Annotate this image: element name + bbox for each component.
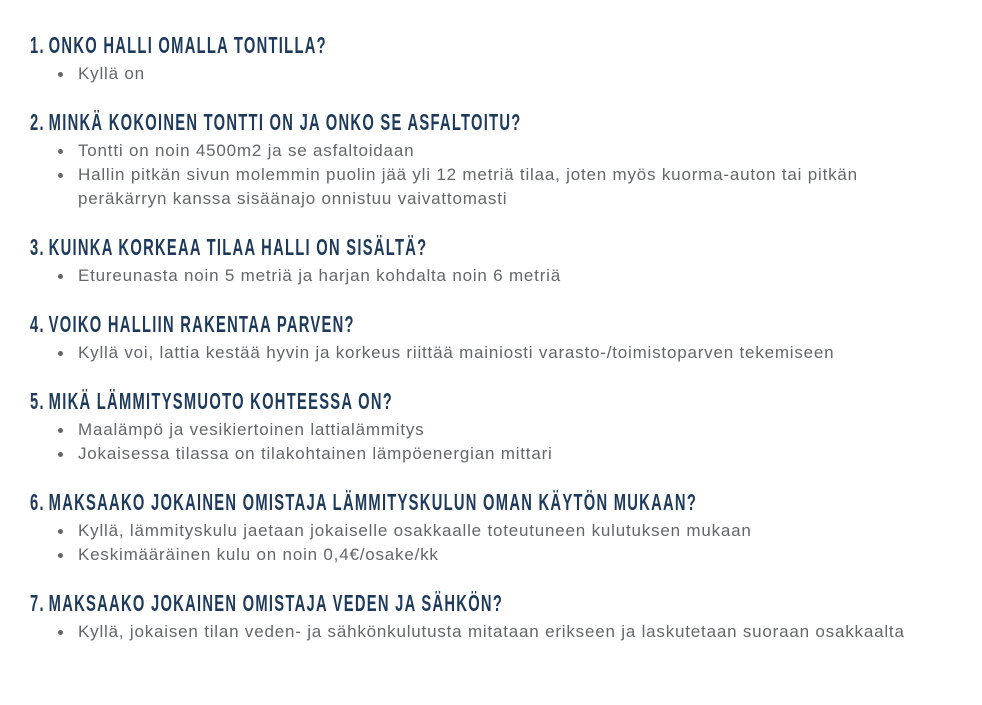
answer-item (30, 62, 946, 86)
answer-item (30, 264, 946, 288)
question-number: 1. (30, 32, 45, 58)
answer-text: Jokaisessa tilassa on tilakohtainen lämpöenergian mittari (78, 444, 553, 463)
faq-question (30, 592, 616, 614)
answer-item (30, 442, 946, 466)
faq-item-6 (30, 491, 946, 567)
answer-text: Etureunasta noin 5 metriä ja harjan kohdalta noin 6 metriä (78, 266, 561, 285)
answer-item (30, 139, 946, 163)
question-number: 4. (30, 311, 45, 337)
faq-question (30, 236, 616, 258)
answer-text: Kyllä on (78, 64, 145, 83)
faq-item-5 (30, 390, 946, 466)
faq-item-2 (30, 111, 946, 211)
bullet-icon (58, 72, 63, 77)
answer-list (30, 418, 946, 466)
faq-question (30, 313, 616, 335)
bullet-icon (58, 428, 63, 433)
answer-text: Hallin pitkän sivun molemmin puolin jää yli 12 metriä tilaa, joten myös kuorma-auton tai pitkän peräkärryn kanssa sisäänajo onnistuu vaivattomasti (78, 165, 858, 208)
question-number: 2. (30, 109, 45, 135)
answer-text: Tontti on noin 4500m2 ja se asfaltoidaan (78, 141, 415, 160)
faq-item-4 (30, 313, 946, 365)
faq-question (30, 111, 616, 133)
question-text: MAKSAAKO JOKAINEN OMISTAJA VEDEN JA SÄHKÖN? (48, 590, 504, 616)
bullet-icon (58, 630, 63, 635)
bullet-icon (58, 351, 63, 356)
question-text: MIKÄ LÄMMITYSMUOTO KOHTEESSA ON? (48, 388, 394, 414)
question-text: ONKO HALLI OMALLA TONTILLA? (48, 32, 327, 58)
question-number: 5. (30, 388, 45, 414)
question-text: MAKSAAKO JOKAINEN OMISTAJA LÄMMITYSKULUN OMAN KÄYTÖN MUKAAN? (48, 489, 698, 515)
question-text: KUINKA KORKEAA TILAA HALLI ON SISÄLTÄ? (48, 234, 428, 260)
bullet-icon (58, 553, 63, 558)
faq-item-7 (30, 592, 946, 644)
faq-item-1 (30, 34, 946, 86)
bullet-icon (58, 149, 63, 154)
faq-item-3 (30, 236, 946, 288)
answer-list (30, 519, 946, 567)
answer-item (30, 341, 946, 365)
answer-item (30, 418, 946, 442)
bullet-icon (58, 173, 63, 178)
question-text: VOIKO HALLIIN RAKENTAA PARVEN? (48, 311, 355, 337)
answer-list (30, 620, 946, 644)
answer-list (30, 341, 946, 365)
answer-item (30, 519, 946, 543)
question-number: 7. (30, 590, 45, 616)
faq-question (30, 489, 698, 515)
bullet-icon (58, 529, 63, 534)
answer-text: Kyllä voi, lattia kestää hyvin ja korkeus riittää mainiosti varasto-/toimistoparven tekemiseen (78, 343, 835, 362)
answer-item (30, 543, 946, 567)
answer-item (30, 620, 946, 644)
question-number: 6. (30, 489, 45, 515)
question-text: MINKÄ KOKOINEN TONTTI ON JA ONKO SE ASFALTOITU? (48, 109, 522, 135)
answer-list (30, 264, 946, 288)
answer-item (30, 163, 946, 211)
answer-text: Maalämpö ja vesikiertoinen lattialämmitys (78, 420, 425, 439)
answer-text: Keskimääräinen kulu on noin 0,4€/osake/kk (78, 545, 439, 564)
bullet-icon (58, 274, 63, 279)
bullet-icon (58, 452, 63, 457)
faq-question (30, 34, 616, 56)
answer-list (30, 62, 946, 86)
answer-list (30, 139, 946, 211)
answer-text: Kyllä, jokaisen tilan veden- ja sähkönkulutusta mitataan erikseen ja laskutetaan suoraan osakkaalta (78, 622, 905, 641)
answer-text: Kyllä, lämmityskulu jaetaan jokaiselle osakkaalle toteutuneen kulutuksen mukaan (78, 521, 752, 540)
question-number: 3. (30, 234, 45, 260)
faq-question (30, 390, 616, 412)
